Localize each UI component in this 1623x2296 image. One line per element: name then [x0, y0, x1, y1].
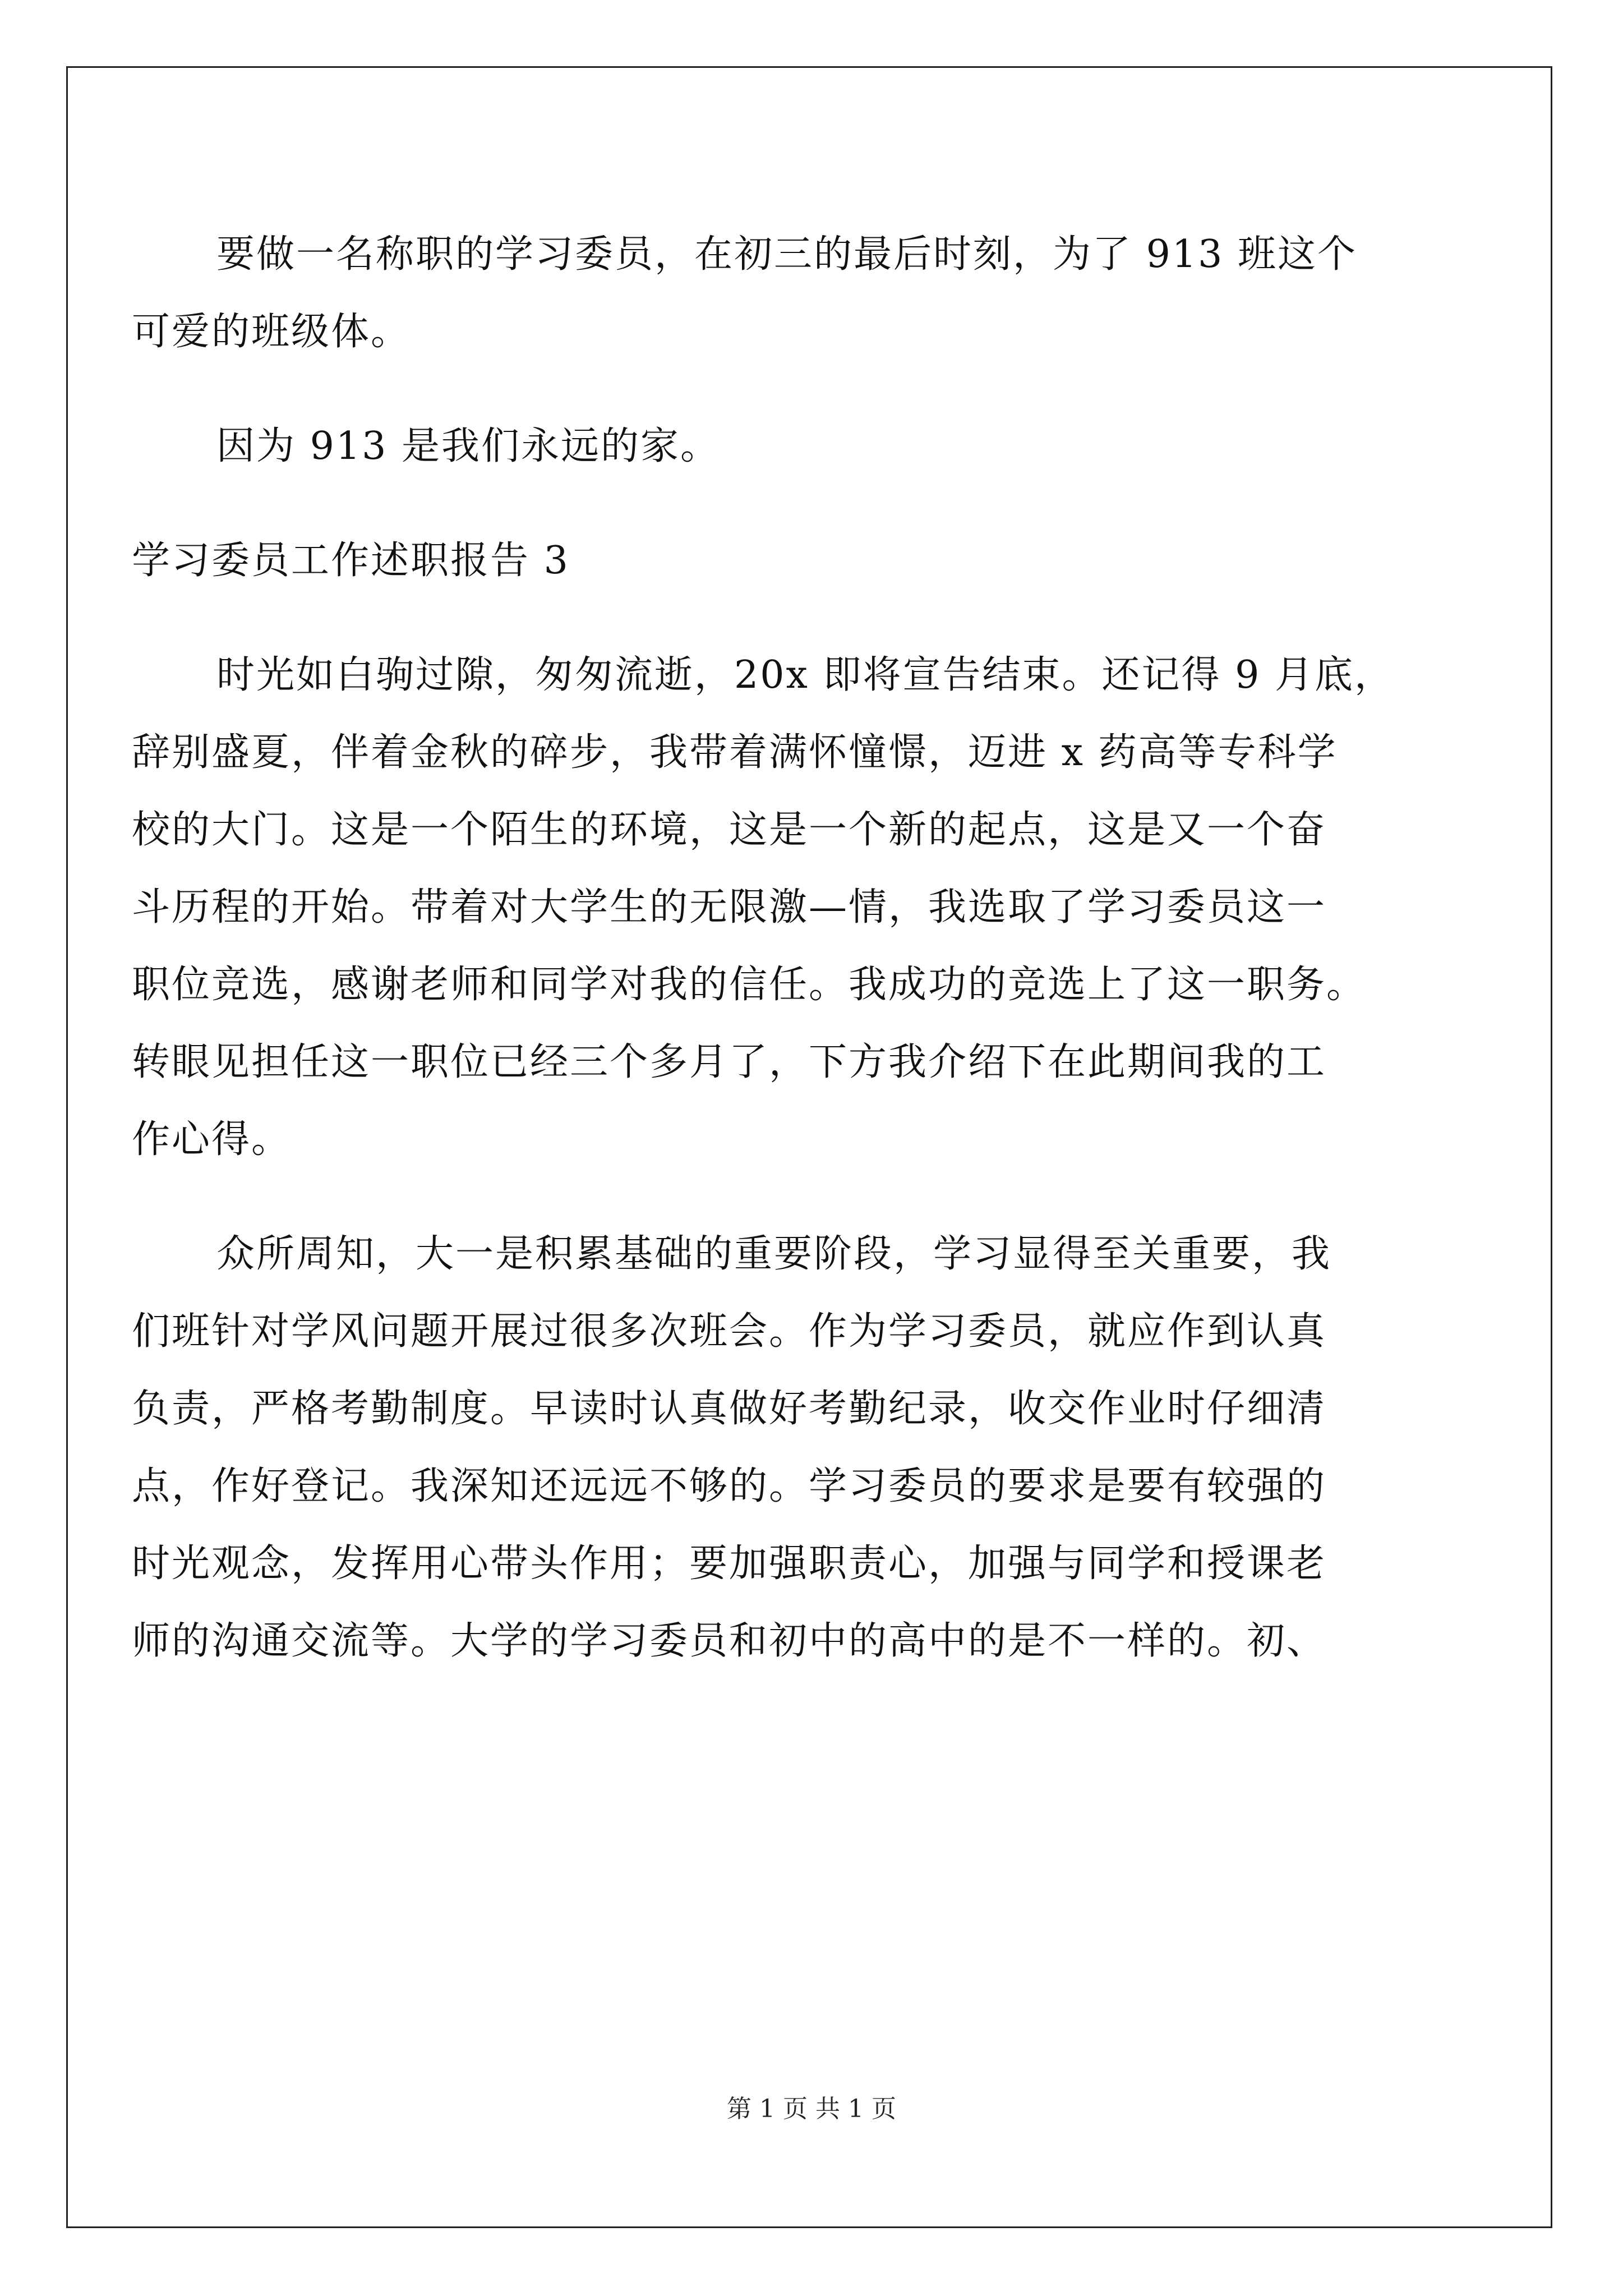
text-line: 职位竞选，感谢老师和同学对我的信任。我成功的竞选上了这一职务。	[132, 963, 1367, 1007]
paragraph	[132, 637, 1450, 1179]
text-line: 校的大门。这是一个陌生的环境，这是一个新的起点，这是又一个奋	[132, 808, 1327, 852]
text-line: 点，作好登记。我深知还远远不够的。学习委员的要求是要有较强的	[132, 1464, 1327, 1508]
text-line: 可爱的班级体。	[132, 310, 411, 354]
text-line: 时光如白驹过隙，匆匆流逝，20x 即将宣告结束。还记得 9 月底，	[216, 653, 1394, 697]
text-line: 辞别盛夏，伴着金秋的碎步，我带着满怀憧憬，迈进 x 药高等专科学	[132, 730, 1338, 775]
text-line: 斗历程的开始。带着对大学生的无限激—情，我选取了学习委员这一	[132, 885, 1327, 930]
text-line: 作心得。	[132, 1117, 292, 1162]
page-indicator: 第 1 页 共 1 页	[727, 2095, 896, 2123]
document-body	[132, 216, 1450, 1717]
text-line: 转眼见担任这一职位已经三个多月了，下方我介绍下在此期间我的工	[132, 1040, 1327, 1084]
text-line: 负责，严格考勤制度。早读时认真做好考勤纪录，收交作业时仔细清	[132, 1387, 1327, 1431]
text-line: 们班针对学风问题开展过很多次班会。作为学习委员，就应作到认真	[132, 1309, 1327, 1354]
text-line: 学习委员工作述职报告 3	[132, 539, 570, 583]
text-line: 时光观念，发挥用心带头作用；要加强职责心，加强与同学和授课老	[132, 1542, 1327, 1586]
text-line: 因为 913 是我们永远的家。	[216, 424, 721, 468]
text-line: 师的沟通交流等。大学的学习委员和初中的高中的是不一样的。初、	[132, 1619, 1327, 1663]
paragraph	[132, 216, 1450, 371]
paragraph	[132, 408, 1450, 485]
paragraph	[132, 1216, 1450, 1680]
page-footer	[0, 2092, 1623, 2126]
text-line: 众所周知，大一是积累基础的重要阶段，学习显得至关重要，我	[216, 1232, 1332, 1276]
text-line: 要做一名称职的学习委员，在初三的最后时刻，为了 913 班这个	[216, 232, 1358, 277]
section-heading	[132, 522, 1450, 600]
